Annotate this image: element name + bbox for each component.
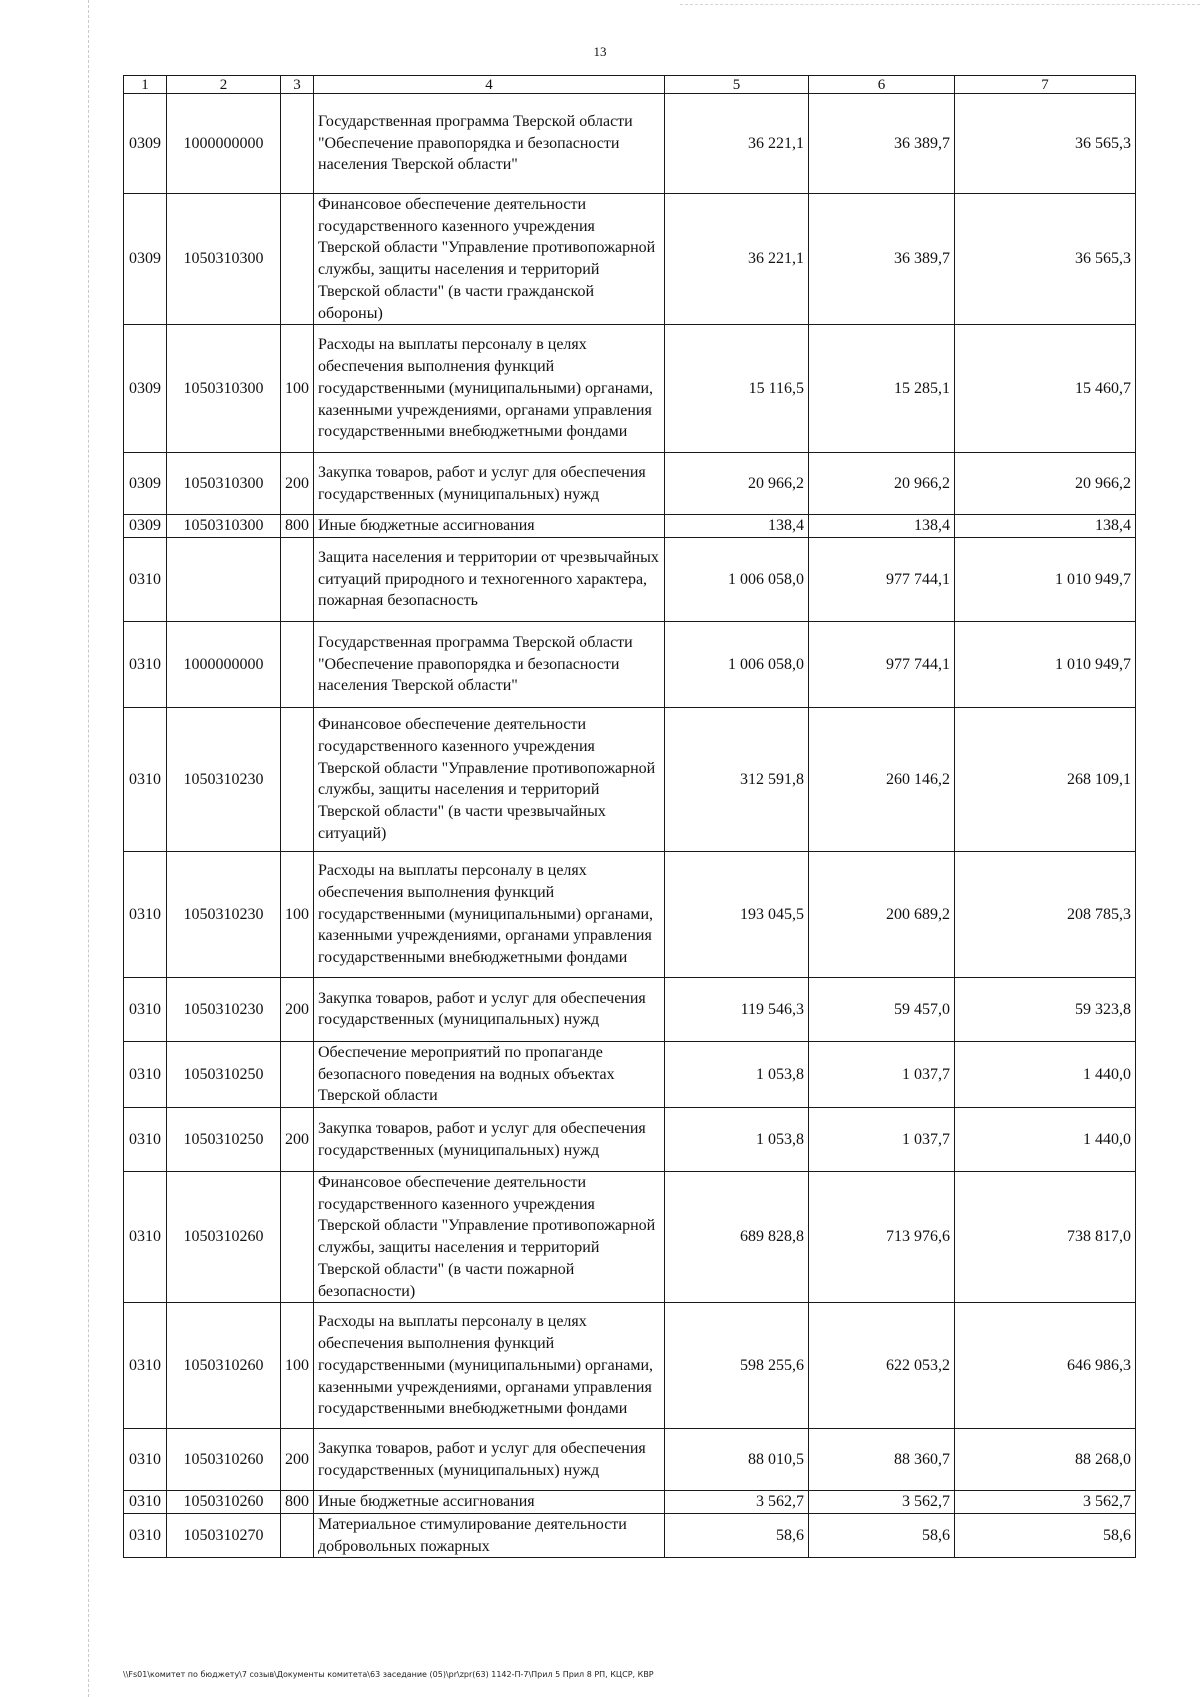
- amount-col7-cell: 1 440,0: [955, 1108, 1136, 1172]
- item-name-cell: Государственная программа Тверской области "Обеспечение правопорядка и безопасности населения Тверской области": [314, 621, 665, 707]
- expense-type-cell: [281, 537, 314, 621]
- amount-col7-cell: 36 565,3: [955, 94, 1136, 194]
- table-row: [124, 515, 1136, 538]
- column-header: 2: [167, 76, 281, 94]
- item-name-cell: Иные бюджетные ассигнования: [314, 1491, 665, 1514]
- expense-type-cell: [281, 621, 314, 707]
- table-row: [124, 707, 1136, 851]
- article-code-cell: 1050310260: [167, 1429, 281, 1491]
- article-code-cell: 1050310260: [167, 1172, 281, 1303]
- amount-col5-cell: 1 006 058,0: [665, 537, 809, 621]
- article-code-cell: 1050310300: [167, 194, 281, 325]
- article-code-cell: 1050310270: [167, 1513, 281, 1557]
- expense-type-cell: 100: [281, 1303, 314, 1429]
- item-name-cell: Государственная программа Тверской области "Обеспечение правопорядка и безопасности населения Тверской области": [314, 94, 665, 194]
- amount-col7-cell: 1 010 949,7: [955, 537, 1136, 621]
- article-code-cell: 1050310230: [167, 851, 281, 977]
- table-row: [124, 1041, 1136, 1107]
- amount-col5-cell: 193 045,5: [665, 851, 809, 977]
- scan-top-line: [680, 4, 1200, 5]
- table-row: [124, 1491, 1136, 1514]
- amount-col6-cell: 1 037,7: [809, 1041, 955, 1107]
- amount-col6-cell: 200 689,2: [809, 851, 955, 977]
- amount-col6-cell: 20 966,2: [809, 453, 955, 515]
- item-name-cell: Расходы на выплаты персоналу в целях обеспечения выполнения функций государственными (муниципальными) органами, казенными учреждениями, органами управления государственными внебюджетными фондами: [314, 1303, 665, 1429]
- expense-type-cell: [281, 707, 314, 851]
- file-path-footer: \\Fs01\комитет по бюджету\7 созыв\Документы комитета\63 заседание (05)\pr\zpr(63) 1142-П-7\Прил 5 Прил 8 РП, КЦСР, КВР: [123, 1670, 654, 1679]
- amount-col7-cell: 268 109,1: [955, 707, 1136, 851]
- item-name-cell: Расходы на выплаты персоналу в целях обеспечения выполнения функций государственными (муниципальными) органами, казенными учреждениями, органами управления государственными внебюджетными фондами: [314, 325, 665, 453]
- section-code-cell: 0310: [124, 621, 167, 707]
- table-body: [124, 94, 1136, 1558]
- amount-col5-cell: 36 221,1: [665, 194, 809, 325]
- column-header: 7: [955, 76, 1136, 94]
- table-row: [124, 851, 1136, 977]
- amount-col5-cell: 312 591,8: [665, 707, 809, 851]
- item-name-cell: Материальное стимулирование деятельности добровольных пожарных: [314, 1513, 665, 1557]
- section-code-cell: 0310: [124, 1429, 167, 1491]
- item-name-cell: Финансовое обеспечение деятельности государственного казенного учреждения Тверской области "Управление противопожарной службы, защиты населения и территорий Тверской области" (в части пожарной безопасности): [314, 1172, 665, 1303]
- expense-type-cell: [281, 94, 314, 194]
- amount-col6-cell: 88 360,7: [809, 1429, 955, 1491]
- column-header: 6: [809, 76, 955, 94]
- amount-col6-cell: 36 389,7: [809, 94, 955, 194]
- expense-type-cell: 200: [281, 977, 314, 1041]
- amount-col5-cell: 58,6: [665, 1513, 809, 1557]
- amount-col6-cell: 15 285,1: [809, 325, 955, 453]
- section-code-cell: 0309: [124, 453, 167, 515]
- section-code-cell: 0310: [124, 1491, 167, 1514]
- expense-type-cell: 100: [281, 851, 314, 977]
- item-name-cell: Закупка товаров, работ и услуг для обеспечения государственных (муниципальных) нужд: [314, 1108, 665, 1172]
- table-row: [124, 453, 1136, 515]
- amount-col7-cell: 36 565,3: [955, 194, 1136, 325]
- item-name-cell: Финансовое обеспечение деятельности государственного казенного учреждения Тверской области "Управление противопожарной службы, защиты населения и территорий Тверской области" (в части чрезвычайных ситуаций): [314, 707, 665, 851]
- section-code-cell: 0310: [124, 1303, 167, 1429]
- amount-col5-cell: 138,4: [665, 515, 809, 538]
- item-name-cell: Обеспечение мероприятий по пропаганде безопасного поведения на водных объектах Тверской области: [314, 1041, 665, 1107]
- expense-type-cell: 800: [281, 1491, 314, 1514]
- item-name-cell: Иные бюджетные ассигнования: [314, 515, 665, 538]
- amount-col7-cell: 3 562,7: [955, 1491, 1136, 1514]
- article-code-cell: [167, 537, 281, 621]
- expense-type-cell: 200: [281, 1108, 314, 1172]
- amount-col6-cell: 3 562,7: [809, 1491, 955, 1514]
- table-row: [124, 1108, 1136, 1172]
- column-number-row: [124, 76, 1136, 94]
- amount-col6-cell: 59 457,0: [809, 977, 955, 1041]
- amount-col6-cell: 138,4: [809, 515, 955, 538]
- amount-col7-cell: 20 966,2: [955, 453, 1136, 515]
- section-code-cell: 0310: [124, 1041, 167, 1107]
- expense-type-cell: [281, 1172, 314, 1303]
- table-row: [124, 94, 1136, 194]
- article-code-cell: 1000000000: [167, 621, 281, 707]
- table-row: [124, 621, 1136, 707]
- table-row: [124, 325, 1136, 453]
- article-code-cell: 1050310300: [167, 325, 281, 453]
- amount-col6-cell: 713 976,6: [809, 1172, 955, 1303]
- item-name-cell: Защита населения и территории от чрезвычайных ситуаций природного и техногенного характера, пожарная безопасность: [314, 537, 665, 621]
- budget-table: [123, 75, 1136, 1558]
- table-row: [124, 537, 1136, 621]
- article-code-cell: 1050310230: [167, 977, 281, 1041]
- amount-col6-cell: 1 037,7: [809, 1108, 955, 1172]
- column-header: 4: [314, 76, 665, 94]
- amount-col5-cell: 598 255,6: [665, 1303, 809, 1429]
- amount-col5-cell: 36 221,1: [665, 94, 809, 194]
- amount-col7-cell: 138,4: [955, 515, 1136, 538]
- article-code-cell: 1050310260: [167, 1303, 281, 1429]
- article-code-cell: 1050310260: [167, 1491, 281, 1514]
- table-row: [124, 194, 1136, 325]
- page-number: 13: [593, 44, 607, 59]
- amount-col5-cell: 1 053,8: [665, 1108, 809, 1172]
- item-name-cell: Закупка товаров, работ и услуг для обеспечения государственных (муниципальных) нужд: [314, 453, 665, 515]
- article-code-cell: 1000000000: [167, 94, 281, 194]
- item-name-cell: Закупка товаров, работ и услуг для обеспечения государственных (муниципальных) нужд: [314, 977, 665, 1041]
- article-code-cell: 1050310250: [167, 1108, 281, 1172]
- amount-col7-cell: 1 010 949,7: [955, 621, 1136, 707]
- expense-type-cell: 200: [281, 1429, 314, 1491]
- amount-col7-cell: 58,6: [955, 1513, 1136, 1557]
- table-row: [124, 977, 1136, 1041]
- table-row: [124, 1303, 1136, 1429]
- article-code-cell: 1050310300: [167, 453, 281, 515]
- amount-col7-cell: 59 323,8: [955, 977, 1136, 1041]
- article-code-cell: 1050310250: [167, 1041, 281, 1107]
- amount-col6-cell: 622 053,2: [809, 1303, 955, 1429]
- section-code-cell: 0310: [124, 977, 167, 1041]
- amount-col5-cell: 1 053,8: [665, 1041, 809, 1107]
- section-code-cell: 0310: [124, 1513, 167, 1557]
- column-header: 5: [665, 76, 809, 94]
- amount-col7-cell: 646 986,3: [955, 1303, 1136, 1429]
- expense-type-cell: [281, 1041, 314, 1107]
- section-code-cell: 0310: [124, 537, 167, 621]
- table-row: [124, 1513, 1136, 1557]
- amount-col7-cell: 15 460,7: [955, 325, 1136, 453]
- article-code-cell: 1050310230: [167, 707, 281, 851]
- amount-col5-cell: 20 966,2: [665, 453, 809, 515]
- amount-col7-cell: 1 440,0: [955, 1041, 1136, 1107]
- amount-col5-cell: 3 562,7: [665, 1491, 809, 1514]
- expense-type-cell: [281, 1513, 314, 1557]
- section-code-cell: 0310: [124, 1172, 167, 1303]
- expense-type-cell: 100: [281, 325, 314, 453]
- amount-col6-cell: 36 389,7: [809, 194, 955, 325]
- section-code-cell: 0309: [124, 194, 167, 325]
- amount-col7-cell: 738 817,0: [955, 1172, 1136, 1303]
- column-header: 3: [281, 76, 314, 94]
- article-code-cell: 1050310300: [167, 515, 281, 538]
- table-row: [124, 1172, 1136, 1303]
- amount-col6-cell: 977 744,1: [809, 537, 955, 621]
- section-code-cell: 0310: [124, 851, 167, 977]
- amount-col6-cell: 58,6: [809, 1513, 955, 1557]
- amount-col7-cell: 88 268,0: [955, 1429, 1136, 1491]
- section-code-cell: 0309: [124, 325, 167, 453]
- amount-col5-cell: 119 546,3: [665, 977, 809, 1041]
- amount-col5-cell: 1 006 058,0: [665, 621, 809, 707]
- section-code-cell: 0310: [124, 1108, 167, 1172]
- expense-type-cell: 200: [281, 453, 314, 515]
- column-header: 1: [124, 76, 167, 94]
- amount-col6-cell: 260 146,2: [809, 707, 955, 851]
- expense-type-cell: 800: [281, 515, 314, 538]
- amount-col5-cell: 689 828,8: [665, 1172, 809, 1303]
- scan-margin-line: [88, 0, 89, 1697]
- expense-type-cell: [281, 194, 314, 325]
- table-row: [124, 1429, 1136, 1491]
- amount-col7-cell: 208 785,3: [955, 851, 1136, 977]
- amount-col6-cell: 977 744,1: [809, 621, 955, 707]
- section-code-cell: 0310: [124, 707, 167, 851]
- item-name-cell: Закупка товаров, работ и услуг для обеспечения государственных (муниципальных) нужд: [314, 1429, 665, 1491]
- section-code-cell: 0309: [124, 515, 167, 538]
- amount-col5-cell: 15 116,5: [665, 325, 809, 453]
- section-code-cell: 0309: [124, 94, 167, 194]
- item-name-cell: Расходы на выплаты персоналу в целях обеспечения выполнения функций государственными (муниципальными) органами, казенными учреждениями, органами управления государственными внебюджетными фондами: [314, 851, 665, 977]
- item-name-cell: Финансовое обеспечение деятельности государственного казенного учреждения Тверской области "Управление противопожарной службы, защиты населения и территорий Тверской области" (в части гражданской обороны): [314, 194, 665, 325]
- amount-col5-cell: 88 010,5: [665, 1429, 809, 1491]
